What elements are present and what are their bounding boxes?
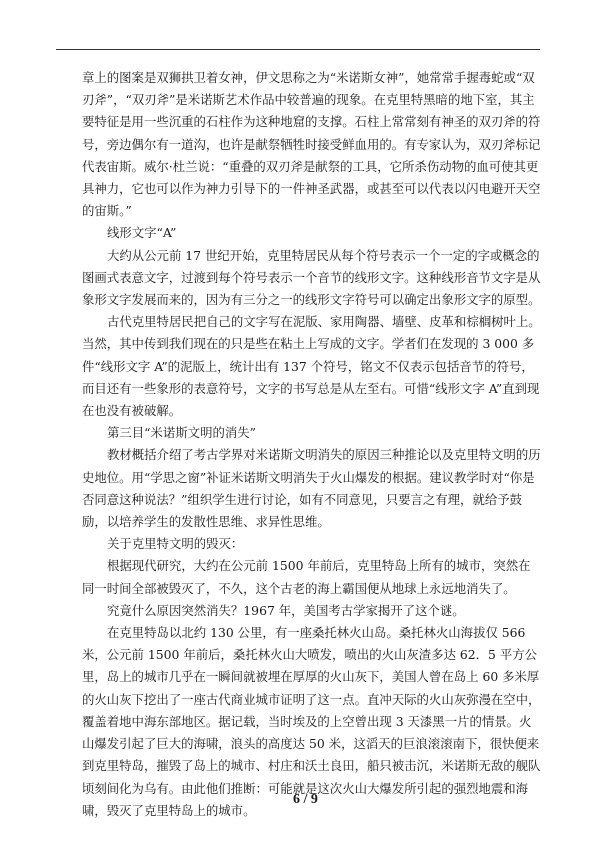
paragraph-santorini-eruption: 在克里特岛以北约 130 公里，有一座桑托林火山岛。桑托林火山海拔仅 566 米，公元前 1500 年前后，桑托林火山大喷发，喷出的火山灰渣多达 62．5 平方公里，岛上的城市几乎在一瞬间就被埋在厚厚的火山灰下，美国人曾在岛上 60 多米厚的火山灰下挖出了一座古代商业城市证明了这一点。直冲天际的火山灰弥漫在空中，覆盖着地中海东部地区。据记载，当时埃及的上空曾出现 3 天漆黑一片的情景。火山爆发引起了巨大的海啸，浪头的高度达 50 米，这滔天的巨浪滚滚南下，很快便来到克里特岛，摧毁了岛上的城市、村庄和沃土良田，船只被击沉，米诺斯无敌的舰队顷刻间化为乌有。由此他们推断：可能就是这次火山大爆发所引起的强烈地震和海啸，毁灭了克里特岛上的城市。: [82, 625, 541, 818]
heading-section-three: 第三目“米诺斯文明的消失”: [107, 425, 256, 441]
heading-linear-a: 线形文字“A”: [107, 225, 177, 241]
paragraph-double-axe: 章上的图案是双狮拱卫着女神，伊文思称之为“米诺斯女神”，她常常手握毒蛇或“双刃斧”，“双刃斧”是米诺斯艺术作品中较普遍的现象。在克里特黑暗的地下室，其主要特征是用一些沉重的石柱作为这种地窟的支撑。石柱上常常刻有神圣的双刃斧的符号，旁边偶尔有一道沟，也许是献祭牺牲时接受鲜血用的。有专家认为，双刃斧标记代表宙斯。威尔·杜兰说：“重叠的双刃斧是献祭的工具，它所杀伤动物的血可使其更具神力，它也可以作为神力引导下的一件神圣武器，或甚至可以代表以闪电避开天空的宙斯。”: [82, 70, 541, 219]
heading-crete-destruction: 关于克里特文明的毁灭：: [107, 536, 244, 552]
header-rule: [56, 49, 540, 50]
paragraph-mystery: 究竟什么原因突然消失？1967 年，美国考古学家揭开了这个谜。: [107, 602, 465, 618]
document-body: [82, 67, 542, 822]
paragraph-linear-a-tablets: 古代克里特居民把自己的文字写在泥版、家用陶器、墙壁、皮革和棕榈树叶上。当然，其中传到我们现在的只是些在粘土上写成的文字。学者们在发现的 3 000 多件“线形文字 A”的泥版上，统计出有 137 个符号，铭文不仅表示包括音节的符号，而目还有一些象形的表意符号，文字的书写总是从左至右。可惜“线形文字 A”直到现在也没有被破解。: [82, 314, 541, 419]
paragraph-teaching-advice: 教材概括介绍了考古学界对米诺斯文明消失的原因三种推论以及克里特文明的历史地位。用“学思之窗”补证米诺斯文明消失于火山爆发的根据。建议教学时对“你是否同意这种说法？”组织学生进行讨论，如有不同意见，只要言之有理，就给予鼓励，以培养学生的发散性思维、求异性思维。: [82, 447, 541, 530]
paragraph-destruction-summary: 根据现代研究，大约在公元前 1500 年前后，克里特岛上所有的城市，突然在同一时间全部被毁灭了，不久，这个古老的海上霸国便从地球上永远地消失了。: [82, 558, 531, 596]
paragraph-linear-a-origin: 大约从公元前 17 世纪开始，克里特居民从每个符号表示一个一定的字或概念的图画式表意文字，过渡到每个符号表示一个音节的线形文字。这种线形音节文字是从象形文字发展而来的，因为有三分之一的线形文字符号可以确定出象形文字的原型。: [82, 247, 541, 308]
page-number: 6 / 9: [293, 792, 318, 807]
